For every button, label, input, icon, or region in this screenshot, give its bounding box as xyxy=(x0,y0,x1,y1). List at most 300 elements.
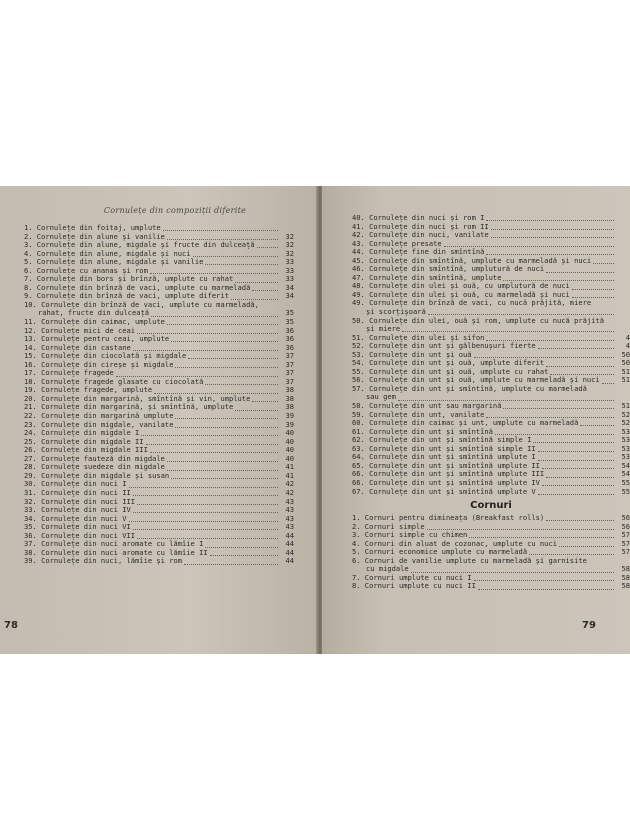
running-head: Cornulețe din compoziții diferite xyxy=(103,206,247,215)
toc-entry-title: 45. Cornulețe din smîntînă, umplute cu marmeladă și nuci xyxy=(352,256,592,265)
dot-leader xyxy=(538,446,614,452)
toc-entry-title: 6. Cornulețe cu ananas și rom xyxy=(24,266,148,275)
toc-entry xyxy=(352,419,630,428)
toc-entry-page: 39 xyxy=(285,419,294,429)
toc-entry xyxy=(352,368,630,377)
toc-entry xyxy=(352,223,630,232)
toc-entry-page: 57 xyxy=(621,530,630,540)
toc-entry-page: 40 xyxy=(285,428,294,438)
dot-leader xyxy=(175,422,278,428)
toc-entry-page: 53 xyxy=(621,452,630,462)
dot-leader xyxy=(580,420,614,426)
toc-entry-title: 52. Cornulețe din unt și gălbenușuri fierte xyxy=(352,342,536,351)
toc-entry-title: 1. Cornulețe din foitaj, umplute xyxy=(24,224,161,232)
toc-entry-page: 56 xyxy=(621,521,630,531)
toc-entry xyxy=(352,557,630,566)
toc-entry-title: 32. Cornulețe din nuci III xyxy=(24,497,136,506)
toc-entry xyxy=(352,402,630,411)
toc-entry xyxy=(352,462,630,471)
toc-entry-page: 54 xyxy=(621,469,630,479)
toc-entry-title: 23. Cornulețe din migdale, vanilate xyxy=(24,420,174,429)
toc-entry xyxy=(352,411,630,420)
toc-entry-title: 2. Cornuri simple xyxy=(352,522,425,531)
toc-entry-title: 40. Cornulețe din nuci și rom I xyxy=(352,214,485,222)
toc-entry-title: 51. Cornulețe din ulei și sifon xyxy=(352,333,485,342)
dot-leader xyxy=(546,267,614,273)
dot-leader xyxy=(486,215,614,221)
toc-entry-title: 49. Cornulețe din ulei și ouă, cu marmeladă și nuci xyxy=(352,290,570,299)
dot-leader xyxy=(167,234,278,240)
toc-entry-title: 27. Cornulețe fauteză din migdale xyxy=(24,454,165,463)
open-book xyxy=(0,186,630,654)
toc-entry-title: 21. Cornulețe din margarină, și smîntînă, umplute xyxy=(24,403,234,412)
dot-leader xyxy=(133,524,278,530)
dot-leader xyxy=(167,319,278,325)
toc-entry xyxy=(352,470,630,479)
toc-list-left xyxy=(24,224,294,566)
toc-entry xyxy=(24,429,294,438)
toc-entry-page: 33 xyxy=(285,257,294,267)
toc-entry-title: 8. Cornulețe din brînză de vaci, umplute cu marmeladă xyxy=(24,283,251,292)
dot-leader xyxy=(503,275,614,281)
dot-leader xyxy=(193,251,278,257)
toc-entry-page: 38 xyxy=(285,385,294,395)
toc-entry xyxy=(24,403,294,412)
toc-entry xyxy=(24,523,294,532)
dot-leader xyxy=(210,550,278,556)
dot-leader xyxy=(559,541,614,547)
toc-list-right xyxy=(352,214,630,496)
toc-entry-title: 25. Cornulețe din migdale II xyxy=(24,437,144,446)
toc-entry-page: 41 xyxy=(285,462,294,472)
toc-entry xyxy=(352,514,630,523)
toc-entry-title: 66. Cornulețe din unt și smîntînă umplute IV xyxy=(352,478,540,487)
toc-entry xyxy=(352,540,630,549)
toc-entry xyxy=(352,265,630,274)
toc-entry-title: 3. Cornuri simple cu chimen xyxy=(352,531,468,540)
toc-entry-title: 8. Cornuri umplute cu nuci II xyxy=(352,582,476,591)
toc-entry-page: 33 xyxy=(285,265,294,275)
toc-entry-title: 57. Cornulețe din unt și smîntînă, umplute cu marmeladă xyxy=(352,384,587,393)
toc-entry-title: 62. Cornulețe din unt și smîntînă simple I xyxy=(352,436,532,445)
toc-entry xyxy=(352,488,630,497)
toc-entry xyxy=(24,446,294,455)
toc-entry-title: rahat, fructe din dulceață xyxy=(38,309,150,318)
toc-entry-page: 55 xyxy=(621,477,630,487)
toc-entry-page: 43 xyxy=(285,496,294,506)
toc-entry xyxy=(352,445,630,454)
toc-entry-page: 33 xyxy=(285,274,294,284)
toc-entry xyxy=(24,258,294,267)
toc-entry xyxy=(352,231,630,240)
toc-entry xyxy=(352,334,630,343)
toc-entry-title: 28. Cornulețe suedeze din migdale xyxy=(24,463,165,472)
toc-entry-title: 56. Cornulețe din unt și ouă, umplute cu marmeladă și nuci xyxy=(352,376,600,385)
dot-leader xyxy=(546,361,614,367)
toc-entry-title: 59. Cornulețe din unt, vanilate xyxy=(352,410,485,419)
toc-entry-title: 50. Cornulețe din ulei, ouă și rom, umplute cu nucă prăjită xyxy=(352,316,604,325)
dot-leader xyxy=(486,335,614,341)
toc-entry-title: 24. Cornulețe din migdale I xyxy=(24,429,140,438)
toc-entry-page: 37 xyxy=(285,351,294,361)
toc-entry-page: 35 xyxy=(285,317,294,327)
toc-entry xyxy=(24,438,294,447)
toc-entry-title: 60. Cornulețe din caimac și unt, umplute cu marmeladă xyxy=(352,419,579,428)
toc-entry xyxy=(24,421,294,430)
toc-entry-title: 37. Cornulețe din nuci aromate cu lămîie I xyxy=(24,540,204,549)
dot-leader xyxy=(133,345,278,351)
right-page xyxy=(322,186,630,654)
toc-entry-title: 14. Cornulețe din castane xyxy=(24,343,131,352)
toc-entry xyxy=(24,250,294,259)
dot-leader xyxy=(572,292,614,298)
toc-entry-title: 53. Cornulețe din unt și ouă xyxy=(352,350,472,359)
toc-entry xyxy=(352,531,630,540)
toc-entry xyxy=(352,274,630,283)
toc-entry-page: 34 xyxy=(285,291,294,301)
dot-leader xyxy=(116,371,278,377)
dot-leader xyxy=(175,362,278,368)
dot-leader xyxy=(491,224,614,230)
toc-entry-page: 58 xyxy=(621,572,630,582)
toc-entry-page: 4 xyxy=(625,332,630,342)
dot-leader xyxy=(546,515,614,521)
dot-leader xyxy=(538,343,614,349)
dot-leader xyxy=(486,249,614,255)
toc-entry-title: 58. Cornulețe din unt sau margarină xyxy=(352,402,502,411)
toc-entry-page: 37 xyxy=(285,376,294,386)
toc-entry xyxy=(24,557,294,566)
toc-entry-page: 40 xyxy=(285,436,294,446)
toc-entry-page: 58 xyxy=(621,564,630,574)
toc-entry-title: 26. Cornulețe din migdale III xyxy=(24,446,148,455)
toc-entry xyxy=(24,301,294,310)
toc-entry xyxy=(352,479,630,488)
dot-leader xyxy=(538,489,614,495)
dot-leader xyxy=(231,294,278,300)
toc-entry-page: 55 xyxy=(621,486,630,496)
dot-leader xyxy=(495,429,614,435)
toc-entry xyxy=(352,582,630,591)
toc-entry xyxy=(24,515,294,524)
toc-entry-title: și miere xyxy=(366,325,401,334)
toc-entry-page: 50 xyxy=(621,349,630,359)
toc-list-cornuri xyxy=(352,514,630,591)
toc-entry-page: 51 xyxy=(621,366,630,376)
toc-entry-title: 36. Cornulețe din nuci VII xyxy=(24,531,136,540)
toc-entry xyxy=(352,359,630,368)
toc-entry xyxy=(24,395,294,404)
toc-entry-page: 53 xyxy=(621,435,630,445)
toc-entry xyxy=(24,327,294,336)
toc-entry-title: 55. Cornulețe din unt și ouă, umplute cu rahat xyxy=(352,367,549,376)
toc-entry xyxy=(352,548,630,557)
toc-entry-title: 66. Cornulețe din unt și smîntînă umplute III xyxy=(352,470,545,479)
toc-entry-page: 32 xyxy=(285,240,294,250)
toc-entry xyxy=(352,351,630,360)
toc-entry-title: 39. Cornulețe din nuci, lămîie și rom xyxy=(24,557,183,566)
dot-leader xyxy=(402,326,614,332)
toc-entry-title: 29. Cornulețe din migdale și susan xyxy=(24,471,170,480)
toc-entry-page: 53 xyxy=(621,426,630,436)
toc-entry-title: 48. Cornulețe din ulei și ouă, cu umplutură de nuci xyxy=(352,282,570,291)
toc-entry-page: 41 xyxy=(285,470,294,480)
toc-entry xyxy=(352,393,630,402)
toc-entry-title: 19. Cornulețe fragede, umplute xyxy=(24,386,153,395)
toc-entry-title: cu migdale xyxy=(366,565,409,574)
toc-entry xyxy=(24,352,294,361)
toc-entry xyxy=(352,291,630,300)
dot-leader xyxy=(398,395,614,401)
dot-leader xyxy=(167,465,278,471)
toc-entry xyxy=(24,335,294,344)
dot-leader xyxy=(538,455,614,461)
dot-leader xyxy=(533,437,614,443)
toc-entry-title: 64. Cornulețe din unt și smîntînă umplute I xyxy=(352,453,536,462)
dot-leader xyxy=(205,542,278,548)
dot-leader xyxy=(474,352,614,358)
toc-entry-page: 32 xyxy=(285,248,294,258)
toc-entry xyxy=(352,240,630,249)
dot-leader xyxy=(428,309,614,315)
toc-entry-page: 36 xyxy=(285,325,294,335)
toc-entry-title: 42. Cornulețe din nuci, vanilate xyxy=(352,231,489,240)
toc-entry-page: 37 xyxy=(285,359,294,369)
toc-entry-title: 2. Cornulețe din alune și vanilie xyxy=(24,232,165,241)
toc-entry xyxy=(24,549,294,558)
dot-leader xyxy=(154,388,278,394)
toc-entry-title: 33. Cornulețe din nuci IV xyxy=(24,506,131,515)
toc-entry-title: 13. Cornulețe pentru ceai, umplute xyxy=(24,335,170,344)
toc-entry-title: 7. Cornuri umplute cu nuci I xyxy=(352,573,472,582)
toc-entry xyxy=(352,376,630,385)
dot-leader xyxy=(546,472,614,478)
toc-entry xyxy=(24,463,294,472)
toc-entry-page: 52 xyxy=(621,418,630,428)
dot-leader xyxy=(257,242,278,248)
toc-entry xyxy=(352,565,630,574)
toc-entry xyxy=(24,233,294,242)
toc-entry-page: 35 xyxy=(285,308,294,318)
toc-entry-title: 61. Cornulețe din unt și smîntînă xyxy=(352,427,493,436)
dot-leader xyxy=(163,225,278,231)
toc-entry xyxy=(352,257,630,266)
toc-entry-page: 36 xyxy=(285,334,294,344)
toc-entry-title: 5. Cornuri economice umplute cu marmeladă xyxy=(352,548,528,557)
toc-entry-page: 40 xyxy=(285,445,294,455)
section-title: Cornuri xyxy=(470,500,512,511)
dot-leader xyxy=(129,516,279,522)
toc-entry-page: 51 xyxy=(621,401,630,411)
dot-leader xyxy=(171,473,278,479)
toc-entry xyxy=(352,282,630,291)
dot-leader xyxy=(133,490,278,496)
toc-entry-page: 58 xyxy=(621,581,630,591)
toc-entry xyxy=(24,267,294,276)
toc-entry-title: 9. Cornulețe din brînză de vaci, umplute diferit xyxy=(24,292,229,301)
toc-entry-title: 46. Cornulețe din smîntînă, umplutură de nuci xyxy=(352,265,545,274)
dot-leader xyxy=(146,439,278,445)
toc-entry xyxy=(352,523,630,532)
toc-entry-title: 12. Cornulețe mici de ceai xyxy=(24,326,136,335)
toc-entry-title: 67. Cornulețe din unt și smîntînă umplute V xyxy=(352,487,536,496)
toc-entry xyxy=(24,344,294,353)
toc-entry-title: 49. Cornulețe din brînză de vaci, cu nucă prăjită, miere xyxy=(352,299,592,308)
toc-entry xyxy=(352,214,630,223)
toc-entry xyxy=(352,428,630,437)
toc-entry xyxy=(352,385,630,394)
dot-leader xyxy=(150,447,278,453)
dot-leader xyxy=(411,567,614,573)
toc-entry-page: 43 xyxy=(285,513,294,523)
toc-entry xyxy=(24,489,294,498)
toc-entry xyxy=(24,540,294,549)
dot-leader xyxy=(205,259,278,265)
toc-entry xyxy=(352,453,630,462)
toc-entry-page: 50 xyxy=(621,358,630,368)
dot-leader xyxy=(129,482,279,488)
toc-entry xyxy=(24,275,294,284)
toc-entry-page: 54 xyxy=(621,460,630,470)
toc-entry-title: 18. Cornulețe fragede glasate cu ciocolată xyxy=(24,377,204,386)
toc-entry xyxy=(352,436,630,445)
toc-entry xyxy=(24,498,294,507)
toc-entry xyxy=(24,309,294,318)
toc-entry-page: 4 xyxy=(625,341,630,351)
toc-entry-page: 37 xyxy=(285,368,294,378)
toc-entry-title: 4. Cornulețe din alune, migdale și nuci xyxy=(24,249,191,258)
dot-leader xyxy=(184,559,278,565)
dot-leader xyxy=(205,379,278,385)
toc-entry-title: 65. Cornulețe din unt și smîntînă umplute II xyxy=(352,461,540,470)
toc-entry xyxy=(24,318,294,327)
dot-leader xyxy=(235,277,278,283)
toc-entry xyxy=(24,506,294,515)
toc-entry-page: 38 xyxy=(285,393,294,403)
toc-entry-page: 36 xyxy=(285,342,294,352)
toc-entry xyxy=(24,378,294,387)
dot-leader xyxy=(542,480,614,486)
toc-entry-page: 44 xyxy=(285,539,294,549)
toc-entry-title: 31. Cornulețe din nuci II xyxy=(24,488,131,497)
dot-leader xyxy=(235,405,278,411)
toc-entry-page: 44 xyxy=(285,530,294,540)
toc-entry-title: 34. Cornulețe din nuci V xyxy=(24,514,127,523)
toc-entry-title: 43. Cornulețe presate xyxy=(352,239,442,248)
toc-entry xyxy=(352,325,630,334)
toc-entry-title: 63. Cornulețe din unt și smîntînă simple II xyxy=(352,444,536,453)
dot-leader xyxy=(171,336,278,342)
dot-leader xyxy=(572,284,614,290)
toc-entry xyxy=(352,299,630,308)
toc-entry-title: 54. Cornulețe din unt și ouă, umplute diferit xyxy=(352,359,545,368)
toc-entry-title: 16. Cornulețe din cireșe și migdale xyxy=(24,360,174,369)
dot-leader xyxy=(529,549,614,555)
toc-entry xyxy=(24,284,294,293)
toc-entry-page: 52 xyxy=(621,409,630,419)
toc-entry-page: 42 xyxy=(285,487,294,497)
dot-leader xyxy=(137,328,278,334)
toc-entry-title: sau gem xyxy=(366,393,396,402)
toc-entry-title: 7. Cornulețe din bors și brînză, umplute cu rahat xyxy=(24,275,234,284)
toc-entry xyxy=(24,455,294,464)
toc-entry-title: 35. Cornulețe din nuci VI xyxy=(24,523,131,532)
toc-entry-page: 57 xyxy=(621,538,630,548)
toc-entry xyxy=(352,308,630,317)
toc-entry-title: 38. Cornulețe din nuci aromate cu lămîie II xyxy=(24,548,208,557)
toc-entry-page: 51 xyxy=(621,375,630,385)
page-number-right: 79 xyxy=(582,620,596,631)
toc-entry-page: 34 xyxy=(285,282,294,292)
toc-entry xyxy=(24,472,294,481)
toc-entry-page: 38 xyxy=(285,402,294,412)
toc-entry-page: 43 xyxy=(285,505,294,515)
toc-entry-title: 10. Cornulețe din brînză de vaci, umplute cu marmeladă, xyxy=(24,300,259,309)
dot-leader xyxy=(474,575,614,581)
dot-leader xyxy=(503,403,614,409)
toc-entry-title: 22. Cornulețe din margarină umplute xyxy=(24,412,174,421)
toc-entry-title: 6. Cornuri de vanilie umplute cu marmeladă și garnisite xyxy=(352,556,587,565)
toc-entry-title: și scorțișoară xyxy=(366,308,426,317)
toc-entry xyxy=(352,317,630,326)
toc-entry-page: 57 xyxy=(621,547,630,557)
toc-entry xyxy=(24,241,294,250)
dot-leader xyxy=(491,232,614,238)
toc-entry-title: 30. Cornulețe din nuci I xyxy=(24,480,127,489)
dot-leader xyxy=(542,463,614,469)
toc-entry-page: 43 xyxy=(285,522,294,532)
toc-entry xyxy=(352,342,630,351)
toc-entry xyxy=(24,386,294,395)
toc-entry-title: 1. Cornuri pentru dimineața (Breakfast rolls) xyxy=(352,514,545,522)
toc-entry-title: 44. Cornulețe fine din smîntînă xyxy=(352,248,485,257)
dot-leader xyxy=(469,532,614,538)
toc-entry xyxy=(24,224,294,233)
toc-entry xyxy=(352,574,630,583)
toc-entry-title: 5. Cornulețe din alune, migdale și vanilie xyxy=(24,258,204,267)
toc-entry-page: 32 xyxy=(285,231,294,241)
toc-entry-page: 44 xyxy=(285,556,294,566)
dot-leader xyxy=(252,285,278,291)
dot-leader xyxy=(188,353,278,359)
dot-leader xyxy=(137,533,278,539)
toc-entry-page: 53 xyxy=(621,443,630,453)
dot-leader xyxy=(593,258,614,264)
toc-entry-title: 3. Cornulețe din alune, migdale și fructe din dulceață xyxy=(24,241,255,250)
toc-entry-page: 40 xyxy=(285,453,294,463)
dot-leader xyxy=(252,396,278,402)
toc-entry xyxy=(24,480,294,489)
dot-leader xyxy=(486,412,614,418)
dot-leader xyxy=(427,524,614,530)
page-number-left: 78 xyxy=(4,620,18,631)
toc-entry-title: 41. Cornulețe din nuci și rom II xyxy=(352,222,489,231)
dot-leader xyxy=(550,369,614,375)
dot-leader xyxy=(444,241,614,247)
toc-entry-title: 47. Cornulețe din smîntînă, umplute xyxy=(352,273,502,282)
toc-entry xyxy=(24,361,294,370)
left-page xyxy=(0,186,318,654)
toc-entry-page: 42 xyxy=(285,479,294,489)
toc-entry-title: 11. Cornulețe din caimac, umplute xyxy=(24,318,165,327)
toc-entry-title: 17. Cornulețe fragede xyxy=(24,369,114,378)
toc-entry-page: 44 xyxy=(285,547,294,557)
dot-leader xyxy=(602,378,614,384)
toc-entry xyxy=(352,248,630,257)
dot-leader xyxy=(150,268,278,274)
toc-entry-title: 20. Cornulețe din margarină, smîntînă și vin, umplute xyxy=(24,394,251,403)
toc-entry-page: 56 xyxy=(621,513,630,522)
